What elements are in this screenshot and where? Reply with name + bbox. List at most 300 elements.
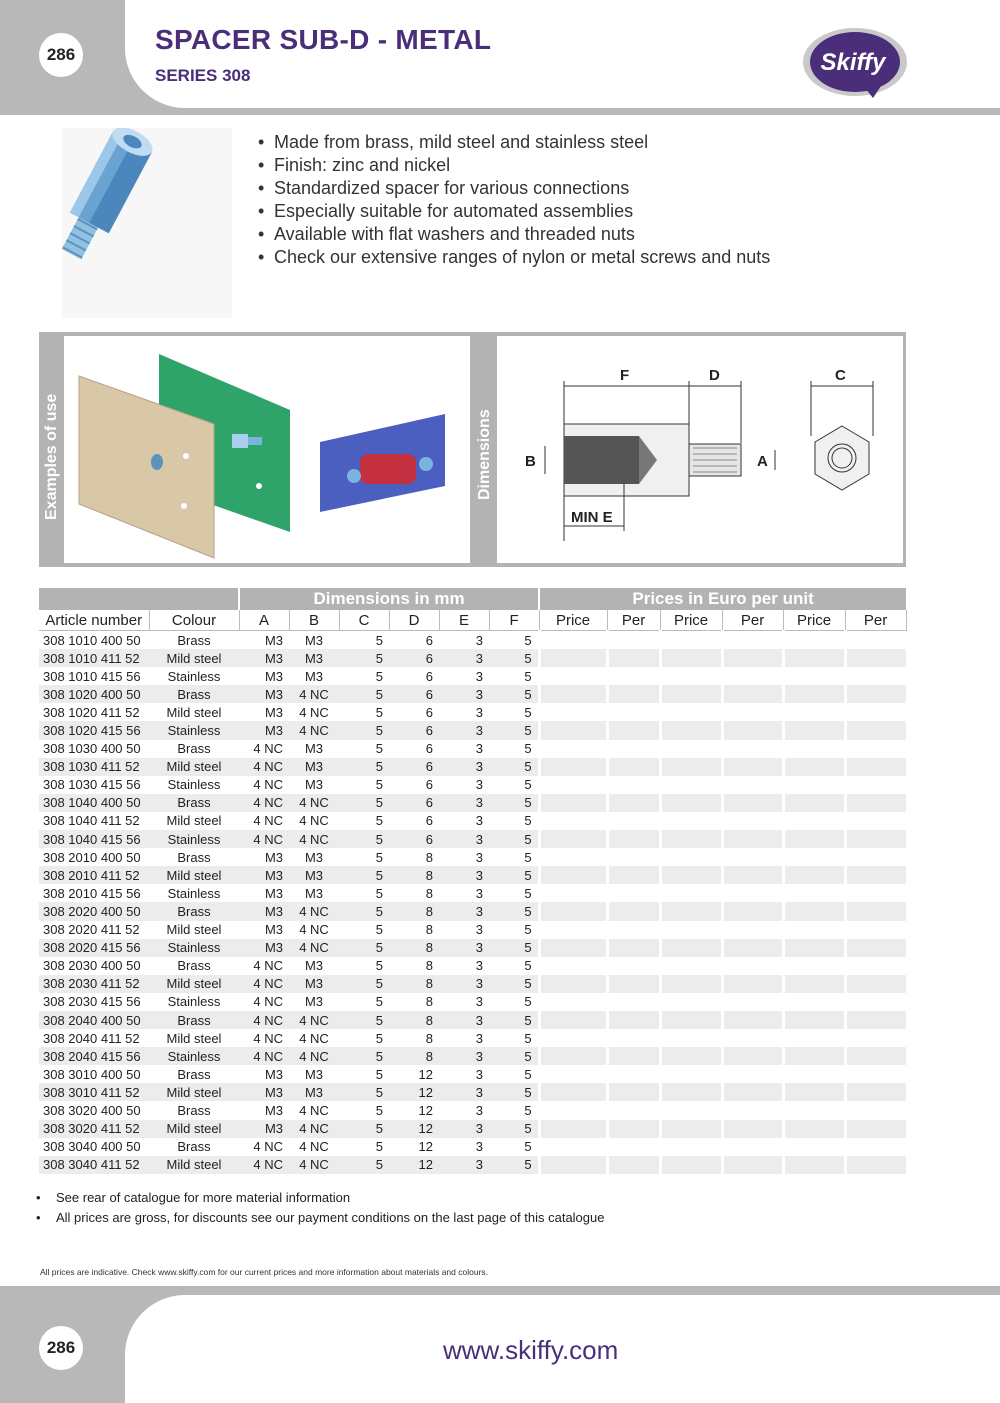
colour-cell: Brass — [149, 902, 239, 920]
dimension-cell: 6 — [389, 758, 439, 776]
price-cell — [783, 848, 845, 866]
examples-of-use-illustration — [64, 336, 470, 563]
column-header: Per — [607, 610, 660, 631]
article-number-cell: 308 2010 400 50 — [43, 849, 141, 865]
dimension-cell: M3 — [289, 649, 339, 667]
per-cell — [607, 1065, 660, 1083]
per-cell — [845, 830, 906, 848]
dimension-cell: 5 — [375, 958, 383, 974]
dimension-cell: 3 — [475, 777, 483, 793]
colour-cell: Mild steel — [149, 866, 239, 884]
per-cell — [722, 1011, 783, 1029]
dimension-cell: 3 — [475, 632, 483, 648]
dimension-cell: 3 — [475, 1030, 483, 1046]
per-cell — [845, 848, 906, 866]
dimension-cell: 6 — [389, 721, 439, 739]
dimension-cell: 5 — [375, 994, 383, 1010]
dimensions-label: Dimensions — [476, 409, 493, 500]
per-cell — [845, 649, 906, 667]
price-cell — [660, 884, 722, 902]
dimension-cell: 3 — [439, 902, 489, 920]
dimension-cell: 4 NC — [253, 777, 283, 793]
column-header: Price — [539, 610, 607, 631]
price-cell — [539, 1156, 607, 1174]
dimension-cell: 5 — [524, 741, 532, 757]
dimension-cell: 5 — [375, 777, 383, 793]
per-cell — [845, 975, 906, 993]
dimension-cell: 3 — [475, 885, 483, 901]
colour-cell: Stainless — [149, 830, 239, 848]
price-cell — [783, 939, 845, 957]
colour-cell: Stainless — [167, 777, 221, 793]
dimension-cell: M3 — [289, 866, 339, 884]
dimension-cell: 4 NC — [299, 1139, 329, 1155]
per-cell — [607, 776, 660, 794]
per-cell — [845, 721, 906, 739]
price-cell — [660, 649, 722, 667]
dimension-cell: 8 — [389, 866, 439, 884]
dimension-cell: 3 — [475, 741, 483, 757]
price-cell — [660, 830, 722, 848]
price-cell — [660, 721, 722, 739]
price-cell — [660, 1065, 722, 1083]
per-cell — [722, 993, 783, 1011]
prices-group-header: Prices in Euro per unit — [539, 588, 906, 610]
dimension-cell: 5 — [339, 721, 389, 739]
table-row — [39, 1083, 906, 1101]
colour-cell: Brass — [149, 1011, 239, 1029]
dim-a-label: A — [757, 453, 768, 470]
price-cell — [539, 812, 607, 830]
dimension-cell: 3 — [439, 1011, 489, 1029]
dimension-cell: 5 — [339, 1011, 389, 1029]
per-cell — [607, 1029, 660, 1047]
dimension-cell: 8 — [425, 1030, 433, 1046]
per-cell — [722, 667, 783, 685]
table-row — [39, 830, 906, 848]
dim-mine-label: MIN E — [571, 509, 613, 526]
price-disclaimer: All prices are indicative. Check www.skiffy.com for our current prices and more information about materials and colours. — [40, 1267, 489, 1277]
article-number-cell: 308 1010 415 56 — [43, 668, 141, 684]
colour-cell: Mild steel — [149, 1083, 239, 1101]
price-cell — [539, 1065, 607, 1083]
dimension-cell: 12 — [389, 1156, 439, 1174]
price-cell — [660, 1138, 722, 1156]
dimension-cell: 5 — [489, 721, 539, 739]
dimension-cell: 5 — [524, 922, 532, 938]
colour-cell: Mild steel — [166, 813, 222, 829]
colour-cell: Brass — [177, 741, 211, 757]
price-cell — [660, 1101, 722, 1119]
article-number-cell: 308 1030 415 56 — [43, 777, 141, 793]
dimension-cell: 5 — [524, 1139, 532, 1155]
dimension-cell: 5 — [524, 777, 532, 793]
per-cell — [722, 1047, 783, 1065]
dimension-cell: 6 — [425, 668, 433, 684]
examples-of-use-label: Examples of use — [43, 393, 60, 520]
per-cell — [607, 1120, 660, 1138]
dimension-cell: 6 — [389, 794, 439, 812]
note-item: • All prices are gross, for discounts see our payment conditions on the last page of this catalogue — [36, 1208, 604, 1228]
colour-cell: Stainless — [149, 939, 239, 957]
dimension-cell: 5 — [524, 704, 532, 720]
dimension-cell: 12 — [418, 1066, 433, 1082]
per-cell — [845, 703, 906, 721]
note-item: • See rear of catalogue for more material information — [36, 1188, 604, 1208]
column-header: Article number — [39, 610, 149, 631]
table-row — [39, 1065, 906, 1083]
dimension-cell: 3 — [439, 939, 489, 957]
dimension-cell: 4 NC — [289, 721, 339, 739]
article-number-cell: 308 3010 411 52 — [39, 1083, 149, 1101]
per-cell — [845, 631, 906, 650]
dimension-cell: 4 NC — [289, 1011, 339, 1029]
dimension-cell: 5 — [339, 1083, 389, 1101]
colour-cell: Brass — [177, 1102, 211, 1118]
dimension-cell: 5 — [375, 704, 383, 720]
per-cell — [845, 1120, 906, 1138]
per-cell — [722, 848, 783, 866]
feature-item: • Standardized spacer for various connections — [258, 177, 770, 200]
colour-cell: Mild steel — [149, 975, 239, 993]
table-row — [39, 1120, 906, 1138]
dimension-cell: 5 — [339, 758, 389, 776]
price-cell — [539, 667, 607, 685]
price-cell — [783, 975, 845, 993]
dimension-cell: 5 — [339, 1120, 389, 1138]
dimension-cell: M3 — [239, 866, 289, 884]
price-cell — [783, 740, 845, 758]
table-body — [39, 631, 906, 1174]
dimension-cell: 6 — [425, 813, 433, 829]
price-cell — [783, 703, 845, 721]
colour-cell: Mild steel — [149, 1156, 239, 1174]
dimension-cell: 12 — [418, 1139, 433, 1155]
dimension-cell: 4 NC — [253, 813, 283, 829]
dimension-cell: M3 — [264, 1102, 283, 1118]
dimensions-group-header: Dimensions in mm — [239, 588, 539, 610]
table-row — [39, 921, 906, 939]
colour-cell: Mild steel — [166, 704, 222, 720]
dimension-cell: 3 — [439, 649, 489, 667]
per-cell — [722, 685, 783, 703]
per-cell — [722, 812, 783, 830]
price-cell — [660, 975, 722, 993]
per-cell — [722, 830, 783, 848]
per-cell — [722, 902, 783, 920]
price-cell — [539, 721, 607, 739]
per-cell — [845, 939, 906, 957]
per-cell — [845, 1047, 906, 1065]
dimension-cell: M3 — [264, 704, 283, 720]
dimension-cell: 3 — [475, 668, 483, 684]
table-row — [39, 794, 906, 812]
colour-cell: Mild steel — [166, 1030, 222, 1046]
per-cell — [845, 1065, 906, 1083]
dimension-cell: M3 — [304, 777, 324, 793]
article-number-cell: 308 1030 400 50 — [43, 741, 141, 757]
colour-cell: Brass — [177, 632, 211, 648]
per-cell — [607, 667, 660, 685]
dimension-cell: 5 — [489, 902, 539, 920]
dimension-cell: 8 — [389, 902, 439, 920]
per-cell — [845, 1138, 906, 1156]
price-cell — [783, 1138, 845, 1156]
price-cell — [539, 866, 607, 884]
price-cell — [783, 1029, 845, 1047]
dimension-cell: 4 NC — [289, 902, 339, 920]
dimension-cell: M3 — [264, 1066, 283, 1082]
per-cell — [722, 1138, 783, 1156]
feature-item: • Available with flat washers and threaded nuts — [258, 223, 770, 246]
dimension-cell: M3 — [239, 902, 289, 920]
per-cell — [607, 957, 660, 975]
dimension-cell: 5 — [489, 1047, 539, 1065]
article-number-cell: 308 2040 400 50 — [39, 1011, 149, 1029]
per-cell — [722, 776, 783, 794]
dimension-cell: 5 — [524, 885, 532, 901]
price-cell — [660, 939, 722, 957]
dimension-cell: 5 — [489, 939, 539, 957]
dimension-cell: 5 — [339, 830, 389, 848]
dimension-cell: 5 — [524, 994, 532, 1010]
table-row — [39, 740, 906, 758]
dimension-cell: 5 — [375, 885, 383, 901]
per-cell — [607, 1083, 660, 1101]
dimension-cell: M3 — [239, 939, 289, 957]
article-number-cell: 308 2040 415 56 — [39, 1047, 149, 1065]
column-header: Colour — [149, 610, 239, 631]
colour-cell: Stainless — [149, 721, 239, 739]
column-header: C — [339, 610, 389, 631]
article-number-cell: 308 2020 400 50 — [39, 902, 149, 920]
price-cell — [660, 812, 722, 830]
price-cell — [783, 830, 845, 848]
examples-dimensions-panel — [39, 332, 906, 567]
per-cell — [607, 902, 660, 920]
price-cell — [539, 957, 607, 975]
per-cell — [722, 721, 783, 739]
website-link[interactable]: www.skiffy.com — [443, 1335, 619, 1365]
per-cell — [845, 1029, 906, 1047]
dimension-cell: 8 — [425, 885, 433, 901]
price-cell — [660, 957, 722, 975]
price-cell — [539, 884, 607, 902]
article-number-cell: 308 2020 415 56 — [39, 939, 149, 957]
table-row — [39, 902, 906, 920]
price-cell — [783, 758, 845, 776]
article-number-cell: 308 1020 400 50 — [39, 685, 149, 703]
price-cell — [539, 631, 607, 650]
dimension-cell: 5 — [524, 958, 532, 974]
per-cell — [845, 740, 906, 758]
price-cell — [783, 957, 845, 975]
price-cell — [539, 830, 607, 848]
dimension-cell: 4 NC — [239, 1011, 289, 1029]
per-cell — [722, 1156, 783, 1174]
price-cell — [660, 1156, 722, 1174]
article-number-cell: 308 1020 415 56 — [39, 721, 149, 739]
feature-item: • Especially suitable for automated assemblies — [258, 200, 770, 223]
per-cell — [845, 667, 906, 685]
price-cell — [539, 1138, 607, 1156]
dimension-cell: 5 — [339, 649, 389, 667]
dimension-cell: 5 — [489, 1156, 539, 1174]
dimension-cell: 5 — [375, 632, 383, 648]
price-cell — [539, 993, 607, 1011]
table-row — [39, 721, 906, 739]
dimension-cell: 4 NC — [289, 830, 339, 848]
dimension-cell: M3 — [239, 721, 289, 739]
price-cell — [539, 758, 607, 776]
dimension-cell: 3 — [439, 794, 489, 812]
dimension-cell: 5 — [524, 1102, 532, 1118]
dimension-cell: 6 — [425, 704, 433, 720]
price-cell — [783, 993, 845, 1011]
dimensions-drawing — [497, 336, 903, 563]
dim-d-label: D — [709, 367, 720, 384]
price-cell — [783, 721, 845, 739]
dimension-cell: 3 — [439, 975, 489, 993]
per-cell — [845, 1011, 906, 1029]
dimension-cell: M3 — [304, 849, 324, 865]
dimension-cell: 4 NC — [253, 1030, 283, 1046]
table-row — [39, 1047, 906, 1065]
article-number-cell: 308 1040 400 50 — [39, 794, 149, 812]
dimension-cell: M3 — [239, 685, 289, 703]
table-row — [39, 703, 906, 721]
price-cell — [539, 1120, 607, 1138]
article-number-cell: 308 3040 400 50 — [43, 1139, 141, 1155]
price-cell — [783, 631, 845, 650]
per-cell — [845, 685, 906, 703]
dimension-cell: 5 — [375, 1030, 383, 1046]
dimension-cell: 5 — [339, 1156, 389, 1174]
table-row — [39, 1156, 906, 1174]
per-cell — [722, 866, 783, 884]
feature-item: • Finish: zinc and nickel — [258, 154, 770, 177]
dimension-cell: M3 — [239, 649, 289, 667]
dimension-cell: 5 — [375, 1139, 383, 1155]
table-row — [39, 649, 906, 667]
per-cell — [845, 957, 906, 975]
column-header: Per — [722, 610, 783, 631]
dimension-cell: 5 — [375, 741, 383, 757]
article-number-cell: 308 2010 411 52 — [39, 866, 149, 884]
table-row — [39, 993, 906, 1011]
page-number-badge: 286 — [39, 33, 83, 77]
feature-item: • Made from brass, mild steel and stainless steel — [258, 131, 770, 154]
skiffy-logo — [795, 24, 910, 100]
column-header: B — [289, 610, 339, 631]
price-cell — [539, 1011, 607, 1029]
per-cell — [607, 649, 660, 667]
price-cell — [660, 703, 722, 721]
per-cell — [722, 649, 783, 667]
price-cell — [539, 1083, 607, 1101]
price-cell — [783, 884, 845, 902]
price-cell — [539, 1047, 607, 1065]
dimension-cell: 5 — [375, 1102, 383, 1118]
article-number-cell: 308 1040 411 52 — [43, 813, 140, 829]
dimension-cell: 4 NC — [299, 922, 329, 938]
dimension-cell: 5 — [339, 794, 389, 812]
per-cell — [607, 884, 660, 902]
dimension-cell: M3 — [289, 975, 339, 993]
colour-cell: Mild steel — [149, 649, 239, 667]
dimension-cell: 4 NC — [289, 685, 339, 703]
column-header: Price — [783, 610, 845, 631]
dimension-cell: M3 — [239, 1120, 289, 1138]
dimension-cell: M3 — [264, 668, 283, 684]
per-cell — [722, 1101, 783, 1119]
per-cell — [607, 921, 660, 939]
article-number-cell: 308 3020 400 50 — [43, 1102, 141, 1118]
per-cell — [607, 1047, 660, 1065]
price-cell — [539, 649, 607, 667]
price-cell — [783, 1120, 845, 1138]
dimension-cell: 4 NC — [289, 1120, 339, 1138]
dimension-cell: 4 NC — [299, 704, 329, 720]
dimension-cell: M3 — [289, 1083, 339, 1101]
per-cell — [607, 993, 660, 1011]
dimension-cell: 5 — [375, 922, 383, 938]
dimension-cell: 5 — [339, 1047, 389, 1065]
price-cell — [783, 1083, 845, 1101]
dimension-cell: 12 — [389, 1120, 439, 1138]
dimension-cell: M3 — [304, 885, 324, 901]
dim-b-label: B — [525, 453, 536, 470]
dimension-cell: 4 NC — [239, 975, 289, 993]
dimension-cell: 4 NC — [299, 813, 329, 829]
price-cell — [539, 921, 607, 939]
per-cell — [607, 1138, 660, 1156]
per-cell — [845, 1101, 906, 1119]
price-cell — [660, 758, 722, 776]
dimension-cell: 8 — [425, 849, 433, 865]
dimension-cell: M3 — [264, 885, 283, 901]
per-cell — [722, 1029, 783, 1047]
dimension-cell: 3 — [439, 830, 489, 848]
dimension-cell: 6 — [389, 830, 439, 848]
dimension-cell: 5 — [524, 849, 532, 865]
per-cell — [722, 884, 783, 902]
per-cell — [722, 794, 783, 812]
per-cell — [607, 703, 660, 721]
table-row — [39, 667, 906, 685]
per-cell — [722, 703, 783, 721]
price-cell — [660, 1047, 722, 1065]
colour-cell: Brass — [177, 958, 211, 974]
dimension-cell: 6 — [425, 741, 433, 757]
colour-cell: Brass — [149, 794, 239, 812]
dimension-cell: 8 — [389, 1011, 439, 1029]
column-header: Price — [660, 610, 722, 631]
price-cell — [660, 776, 722, 794]
dimension-cell: 3 — [475, 1139, 483, 1155]
colour-cell: Mild steel — [166, 922, 222, 938]
dimension-cell: 4 NC — [239, 830, 289, 848]
article-table — [39, 588, 907, 1174]
colour-cell: Brass — [149, 685, 239, 703]
dimension-cell: 4 NC — [289, 1156, 339, 1174]
dimension-cell: 3 — [439, 866, 489, 884]
price-cell — [539, 703, 607, 721]
per-cell — [607, 812, 660, 830]
dimension-cell: M3 — [304, 741, 324, 757]
dimension-cell: 5 — [524, 1030, 532, 1046]
dimension-cell: 5 — [375, 668, 383, 684]
